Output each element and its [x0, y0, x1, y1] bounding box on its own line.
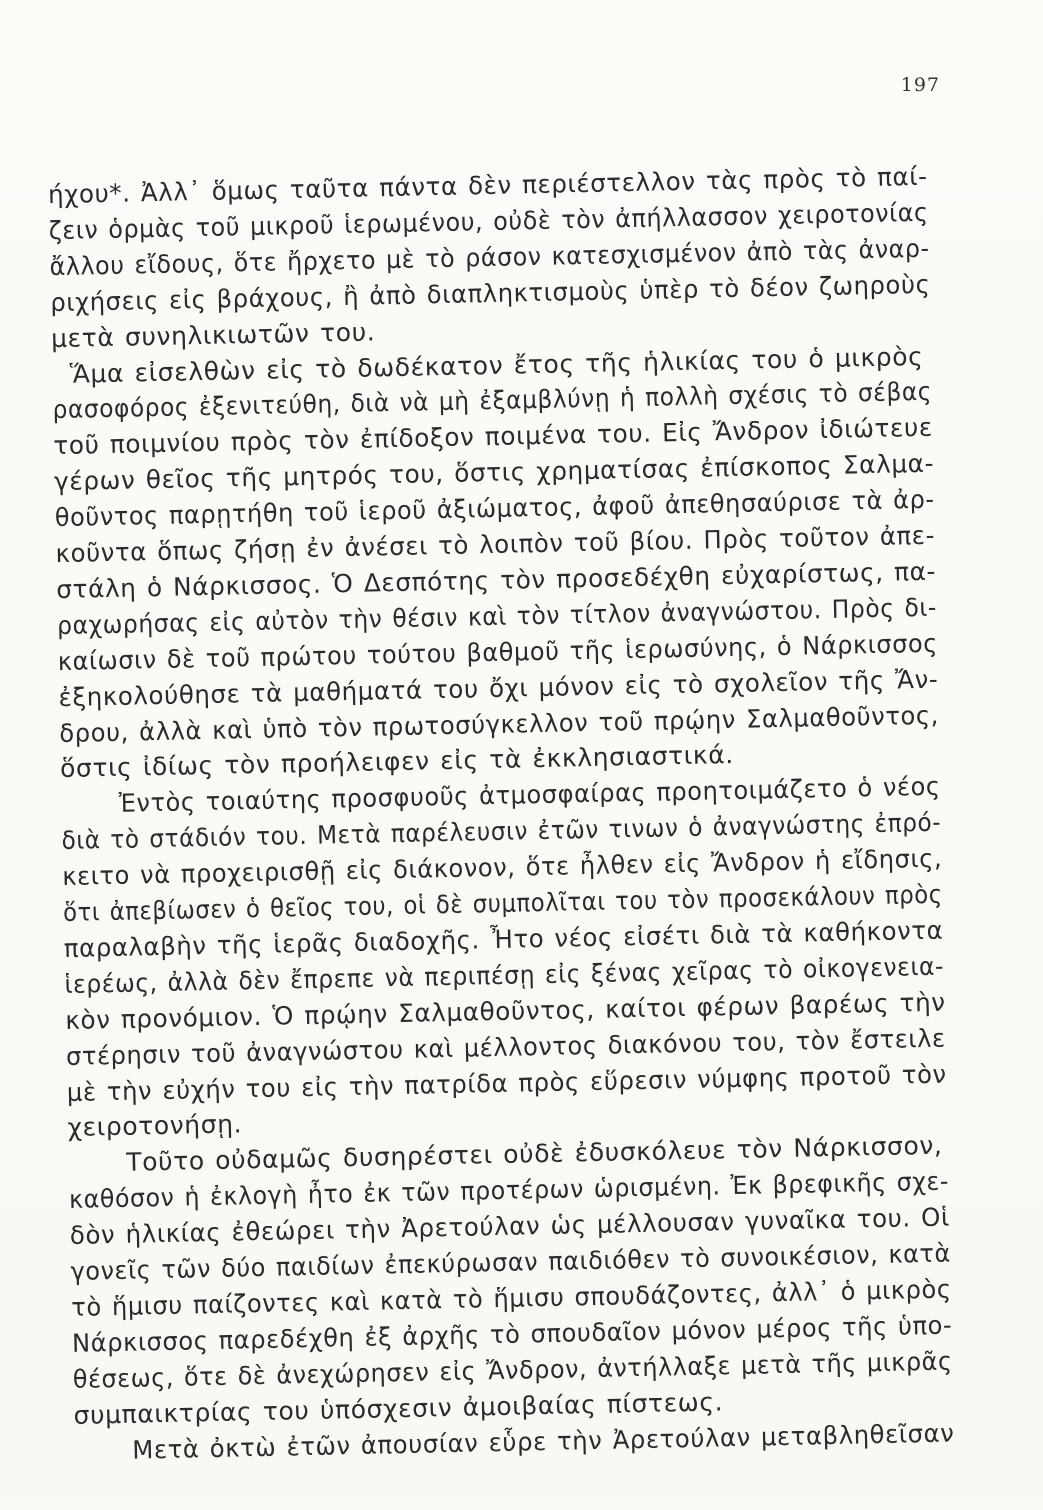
text-line: Νάρκισσος παρεδέχθη ἐξ ἀρχῆς τὸ σπουδαῖον μόνον μέρος τῆς ὑπο-: [71, 1310, 953, 1358]
text-line: ἱερέως, ἀλλὰ δὲν ἔπρεπε νὰ περιπέσῃ εἰς ξένας χεῖρας τὸ οἰκογενεια-: [64, 951, 945, 999]
text-line: γονεῖς τῶν δύο παιδίων ἐπεκύρωσαν παιδιόθεν τὸ συνοικέσιον, κατὰ: [70, 1238, 952, 1286]
text-line: ἐξηκολούθησε τὰ μαθήματά του ὄχι μόνον εἰς τὸ σχολεῖον τῆς Ἄν-: [58, 664, 939, 712]
text-line: Ἅμα εἰσελθὼν εἰς τὸ δωδέκατον ἔτος τῆς ἡλικίας του ὁ μικρὸς: [69, 341, 924, 389]
text-line: τὸ ἥμισυ παίζοντες καὶ κατὰ τὸ ἥμισυ σπουδάζοντες, ἀλλ᾽ ὁ μικρὸς: [71, 1274, 952, 1322]
text-line: μὲ τὴν εὐχήν του εἰς τὴν πατρίδα πρὸς εὕρεσιν νύμφης προτοῦ τὸν: [66, 1059, 947, 1107]
text-line: διὰ τὸ στάδιόν του. Μετὰ παρέλευσιν ἐτῶν τινων ὁ ἀναγνώστης ἐπρό-: [61, 807, 942, 856]
text-line: καίωσιν δὲ τοῦ πρώτου τούτου βαθμοῦ τῆς ἱερωσύνης, ὁ Νάρκισσος: [57, 628, 939, 676]
text-line: ραχωρήσας εἰς αὐτὸν τὴν θέσιν καὶ τὸν τίτλον ἀναγνώστου. Πρὸς δι-: [56, 592, 938, 640]
text-line: συμπαικτρίας του ὑπόσχεσιν ἀμοιβαίας πίστεως.: [73, 1386, 724, 1430]
text-line: κὸν προνόμιον. Ὁ πρῴην Σαλμαθοῦντος, καίτοι φέρων βαρέως τὴν: [65, 987, 946, 1035]
text-line: τοῦ ποιμνίου πρὸς τὸν ἐπίδοξον ποιμένα του. Εἰς Ἄνδρον ἰδιώτευε: [53, 413, 934, 461]
text-line: παραλαβὴν τῆς ἱερᾶς διαδοχῆς. Ἦτο νέος εἰσέτι διὰ τὰ καθήκοντα: [63, 915, 944, 963]
text-line: ριχήσεις εἰς βράχους, ἢ ἀπὸ διαπληκτισμοὺς ὑπὲρ τὸ δέον ζωηροὺς: [50, 269, 931, 317]
text-line: ὅτι ἀπεβίωσεν ὁ θεῖος του, οἱ δὲ συμπολῖται του τὸν προσεκάλουν πρὸς: [62, 879, 943, 928]
text-line: Τοῦτο οὐδαμῶς δυσηρέστει οὐδὲ ἐδυσκόλευε τὸν Νάρκισσον,: [126, 1130, 943, 1178]
text-line: δὸν ἡλικίας ἐθεώρει τὴν Ἀρετούλαν ὡς μέλλουσαν γυναῖκα του. Οἱ: [69, 1202, 951, 1251]
text-line: Ἐντὸς τοιαύτης προσφυοῦς ἀτμοσφαίρας προητοιμάζετο ὁ νέος: [118, 771, 941, 819]
text-line: θέσεως, ὅτε δὲ ἀνεχώρησεν εἰς Ἄνδρον, ἀντήλλαξε μετὰ τῆς μικρᾶς: [72, 1346, 953, 1394]
text-line: στέρησιν τοῦ ἀναγνώστου καὶ μέλλοντος διακόνου του, τὸν ἔστειλε: [65, 1023, 946, 1071]
text-line: ήχου*. Ἀλλ᾽ ὅμως ταῦτα πάντα δὲν περιέστελλον τὰς πρὸς τὸ παί-: [47, 161, 928, 210]
text-line: ρασοφόρος ἐξενιτεύθη, διὰ νὰ μὴ ἐξαμβλύνῃ ἡ πολλὴ σχέσις τὸ σέβας: [52, 377, 933, 425]
text-line: μετὰ συνηλικιωτῶν του.: [50, 316, 376, 353]
page-number: 197: [900, 74, 940, 96]
text-line: ὅστις ἰδίως τὸν προήλειφεν εἰς τὰ ἐκκλησιαστικά.: [59, 740, 735, 784]
text-line: ζειν ὁρμὰς τοῦ μικροῦ ἱερωμένου, οὐδὲ τὸν ἀπήλλασσον χειροτονίας: [48, 197, 929, 246]
text-line: Μετὰ ὀκτὼ ἐτῶν ἀπουσίαν εὗρε τὴν Ἀρετούλαν μεταβληθεῖσαν: [132, 1417, 955, 1465]
text-line: δρου, ἀλλὰ καὶ ὑπὸ τὸν πρωτοσύγκελλον τοῦ πρῴην Σαλμαθοῦντος,: [59, 700, 940, 748]
text-line: χειροτονήσῃ.: [67, 1109, 243, 1143]
text-line: θοῦντος παρῃτήθη τοῦ ἱεροῦ ἀξιώματος, ἀφοῦ ἀπεθησαύρισε τὰ ἀρ-: [54, 484, 935, 533]
text-line: γέρων θεῖος τῆς μητρός του, ὅστις χρηματίσας ἐπίσκοπος Σαλμα-: [53, 448, 935, 497]
text-line: στάλη ὁ Νάρκισσος. Ὁ Δεσπότης τὸν προσεδέχθη εὐχαρίστως, πα-: [56, 556, 937, 604]
text-line: κειτο νὰ προχειρισθῇ εἰς διάκονον, ὅτε ἦλθεν εἰς Ἄνδρον ἡ εἴδησις,: [62, 843, 943, 892]
text-line: ἄλλου εἴδους, ὅτε ἤρχετο μὲ τὸ ράσον κατεσχισμένον ἀπὸ τὰς ἀναρ-: [49, 233, 930, 281]
text-line: κοῦντα ὅπως ζήσῃ ἐν ἀνέσει τὸ λοιπὸν τοῦ βίου. Πρὸς τοῦτον ἀπε-: [55, 520, 936, 569]
text-line: καθόσον ἡ ἐκλογὴ ἦτο ἐκ τῶν προτέρων ὡρισμένη. Ἐκ βρεφικῆς σχε-: [68, 1166, 950, 1215]
body-text: [44, 0, 975, 1510]
